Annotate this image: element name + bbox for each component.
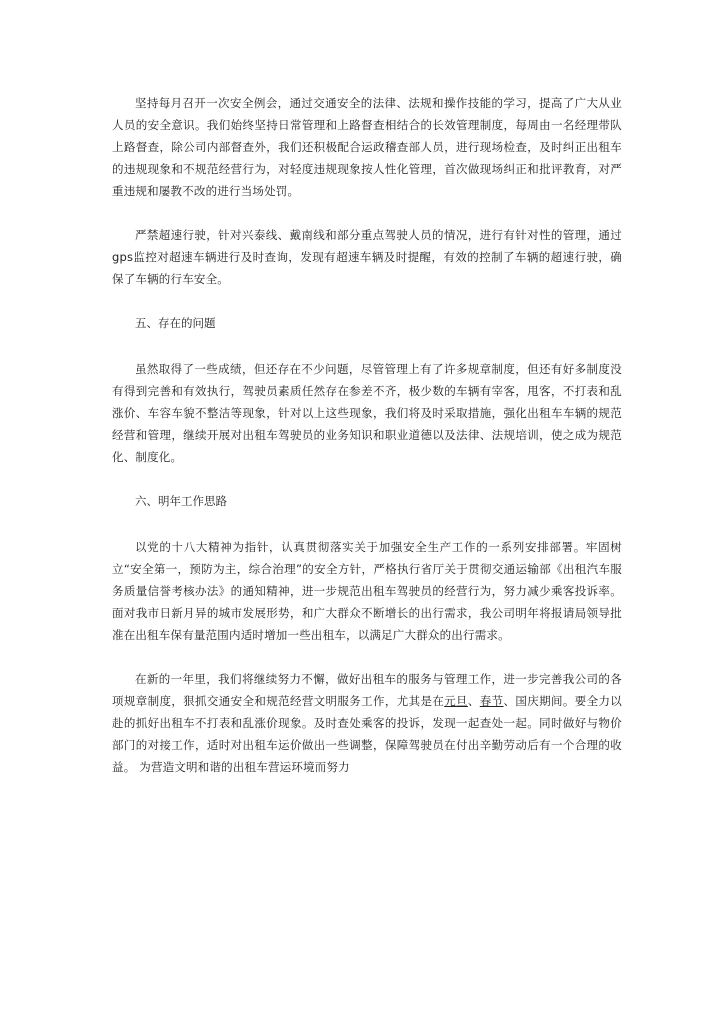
link-spring-festival[interactable]: 春节 [479, 694, 504, 708]
paragraph-gap [112, 468, 622, 490]
new-year-text-after: 、国庆期间。要全力以赴的抓好出租车不打表和乱涨价现象。及时查处乘客的投诉，发现一起查处一起。同时做好与物价部门的对接工作，适时对出租车运价做出一些调整，保障驾驶员在付出辛勤劳动后有一个合理的收益。 为营造文明和谐的出租车营运环境而努力 [112, 694, 623, 774]
paragraph-new-year [112, 668, 622, 778]
document-page [112, 92, 622, 778]
paragraph-safety-meetings: 坚持每月召开一次安全例会，通过交通安全的法律、法规和操作技能的学习，提高了广大从业人员的安全意识。我们始终坚持日常管理和上路督查相结合的长效管理制度，每周由一名经理带队上路督查，除公司内部督查外，我们还积极配合运政稽查部人员，进行现场检查，及时纠正出租车的违规现象和不规范经营行为，对轻度违规现象按人性化管理，首次做现场纠正和批评教育，对严重违规和屡教不改的进行当场处罚。 [112, 96, 622, 198]
paragraph-gap [112, 290, 622, 312]
new-year-text-before: 在新的一年里，我们将继续努力不懈，做好出租车的服务与管理工作，进一步完善我公司的各项规章制度，狠抓交通安全和规范经营文明服务工作，尤其是在 [112, 672, 622, 708]
paragraph-problems: 虽然取得了一些成绩，但还存在不少问题，尽管管理上有了许多规章制度，但还有好多制度没有得到完善和有效执行，驾驶员素质任然存在参差不齐，极少数的车辆有宰客，甩客，不打表和乱涨价、车容车貌不整洁等现象，针对以上这些现象，我们将及时采取措施，强化出租车车辆的规范经营和管理，继续开展对出租车驾驶员的业务知识和职业道德以及法律、法规培训，使之成为规范化、制度化。 [112, 362, 622, 464]
section-heading-next-year: 六、明年工作思路 [135, 494, 227, 508]
link-separator: 、 [467, 694, 480, 708]
heading-gap [112, 334, 622, 358]
link-new-years-day[interactable]: 元旦 [444, 694, 468, 708]
paragraph-gap [112, 646, 622, 668]
heading-gap [112, 512, 622, 536]
paragraph-gap [112, 202, 622, 224]
paragraph-speeding: 严禁超速行驶，针对兴泰线、戴南线和部分重点驾驶人员的情况，进行有针对性的管理，通过gps监控对超速车辆进行及时查询，发现有超速车辆及时提醒，有效的控制了车辆的超速行驶，确保了车辆的行车安全。 [112, 228, 622, 286]
section-heading-problems: 五、存在的问题 [135, 316, 216, 330]
paragraph-next-year-plan: 以党的十八大精神为指针，认真贯彻落实关于加强安全生产工作的一系列安排部署。牢固树立“安全第一，预防为主，综合治理”的安全方针，严格执行省厅关于贯彻交通运输部《出租汽车服务质量信誉考核办法》的通知精神，进一步规范出租车驾驶员的经营行为，努力减少乘客投诉率。面对我市日新月异的城市发展形势，和广大群众不断增长的出行需求，我公司明年将报请局领导批准在出租车保有量范围内适时增加一些出租车，以满足广大群众的出行需求。 [112, 540, 622, 642]
